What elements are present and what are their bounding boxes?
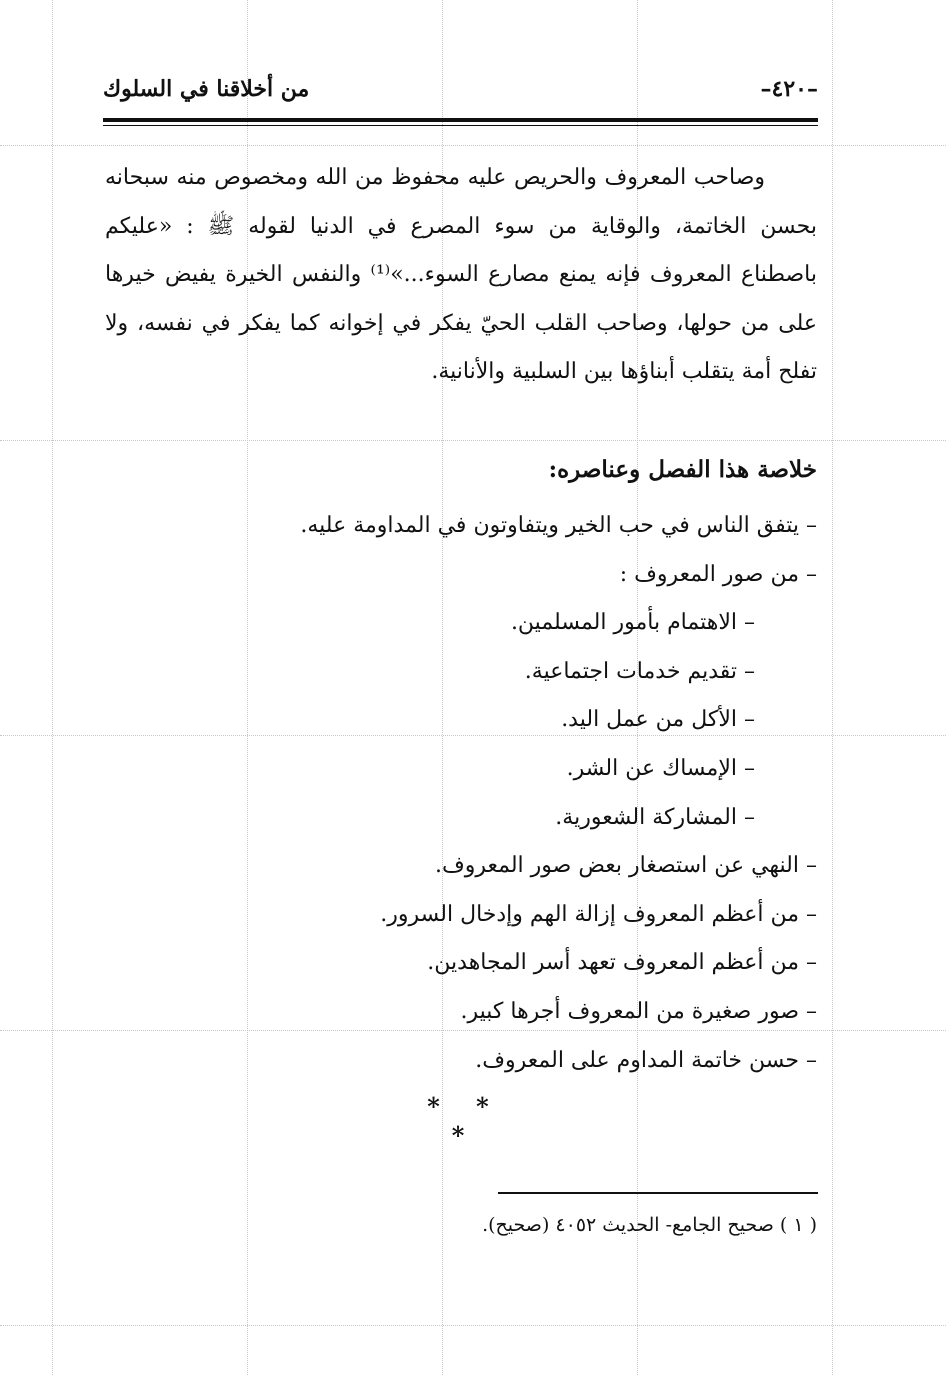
scan-grid-line (0, 1325, 946, 1326)
list-item: – من أعظم المعروف تعهد أسر المجاهدين. (427, 950, 817, 976)
section-end-ornament: * * * (427, 1092, 503, 1150)
list-item: – النهي عن استصغار بعض صور المعروف. (434, 853, 817, 879)
list-subitem: – الإمساك عن الشر. (566, 755, 755, 781)
header-rule-thin (103, 125, 818, 126)
summary-list (105, 506, 817, 1089)
list-item: – من أعظم المعروف إزالة الهم وإدخال السرور. (380, 901, 817, 927)
running-head (103, 76, 818, 112)
list-subitem: – الأكل من عمل اليد. (561, 707, 755, 733)
scan-grid-line (0, 440, 946, 441)
page-number: –٤٢٠– (760, 76, 818, 102)
list-subitem: – تقديم خدمات اجتماعية. (524, 658, 755, 684)
section-heading: خلاصة هذا الفصل وعناصره: (548, 456, 817, 483)
book-title: من أخلاقنا في السلوك (103, 76, 310, 102)
list-item: – من صور المعروف : (619, 561, 817, 587)
scan-grid-line (832, 0, 833, 1375)
list-subitem: – المشاركة الشعورية. (555, 804, 755, 830)
list-subitem: – الاهتمام بأمور المسلمين. (510, 610, 755, 636)
footnote-rule (498, 1192, 818, 1194)
list-item: – حسن خاتمة المداوم على المعروف. (475, 1047, 817, 1073)
scan-grid-line (0, 145, 946, 146)
main-text (105, 154, 817, 397)
scan-grid-line (52, 0, 53, 1375)
footnote: ( ١ ) صحيح الجامع- الحديث ٤٠٥٢ (صحيح). (482, 1214, 817, 1236)
header-rule (103, 118, 818, 122)
body-paragraph: وصاحب المعروف والحريص عليه محفوظ من الله ومخصوص منه سبحانه بحسن الخاتمة، والوقاية من سوء المصرع في الدنيا لقوله ﷺ : «عليكم باصطناع المعروف فإنه يمنع مصارع السوء...»⁽¹⁾ والنفس الخيرة يفيض خيرها على من حولها، وصاحب القلب الحيّ يفكر في إخوانه كما يفكر في نفسه، ولا تفلح أمة يتقلب أبناؤها بين السلبية والأنانية. (105, 165, 817, 384)
list-item: – يتفق الناس في حب الخير ويتفاوتون في المداومة عليه. (300, 513, 817, 538)
list-item: – صور صغيرة من المعروف أجرها كبير. (460, 998, 817, 1024)
